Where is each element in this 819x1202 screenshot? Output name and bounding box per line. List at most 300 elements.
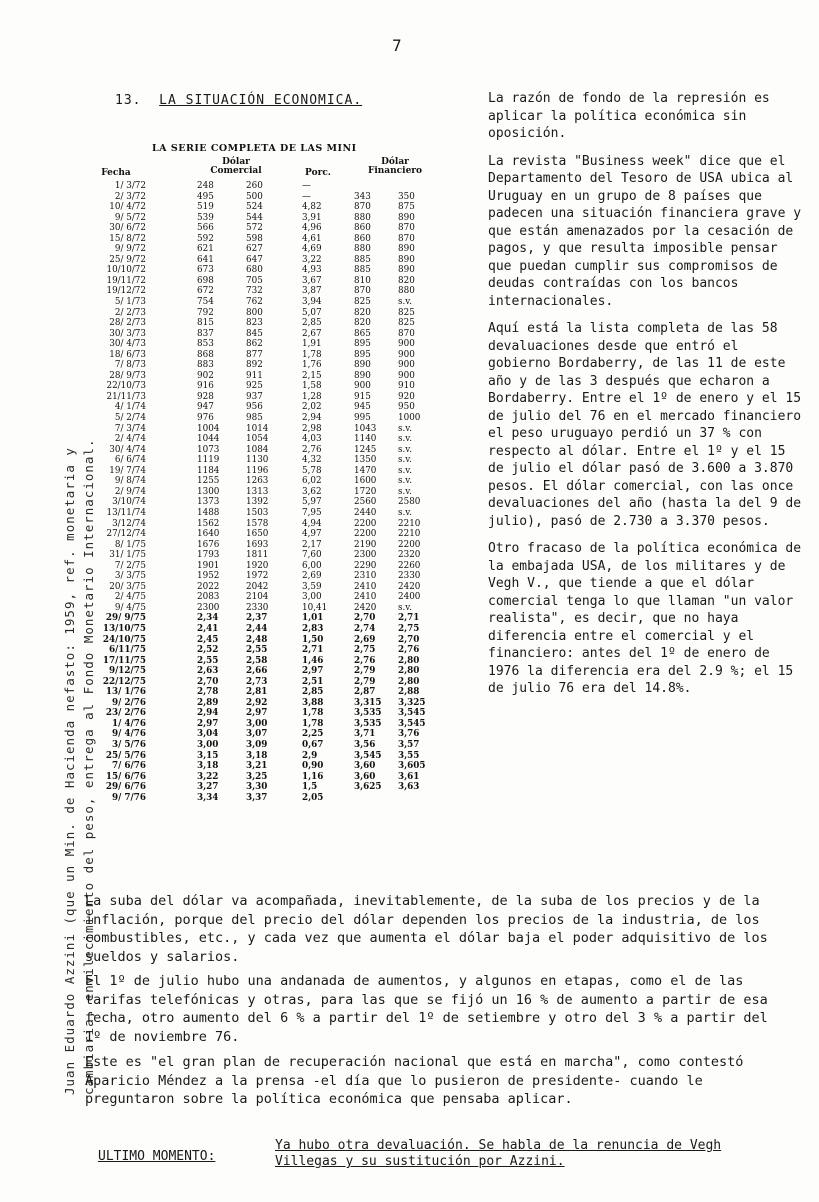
cell-porc: 2,9 — [302, 750, 318, 761]
cell-porc: 5,78 — [302, 465, 322, 476]
cell-financiero-compra: 885 — [354, 254, 371, 265]
cell-porc: 1,58 — [302, 381, 322, 392]
cell-financiero-compra: 3,535 — [354, 718, 382, 729]
side-note-line-2: cambiaria, envilecimiento del peso, entrega al Fondo Monetario Internacional. — [81, 438, 96, 1095]
cell-fecha: 20/ 3/75 — [109, 581, 146, 592]
cell-financiero-venta: 2210 — [398, 518, 421, 529]
cell-comercial-venta: 800 — [246, 307, 263, 318]
cell-financiero-venta: 820 — [398, 275, 415, 286]
cell-porc: 3,67 — [302, 275, 322, 286]
cell-financiero-venta: 2330 — [398, 571, 421, 582]
cell-comercial-venta: 1084 — [246, 444, 269, 455]
cell-financiero-compra: 870 — [354, 202, 371, 213]
cell-financiero-compra: 2200 — [354, 529, 377, 540]
cell-financiero-venta: 870 — [398, 223, 415, 234]
cell-comercial-venta: 598 — [246, 233, 263, 244]
section-heading — [115, 93, 362, 108]
side-note-line-1: Juan Eduardo Azzini (que un Min. de Hacienda nefasto: 1959, ref. monetaria y — [62, 447, 77, 1095]
cell-fecha: 3/ 5/76 — [112, 739, 146, 750]
cell-financiero-venta: 3,545 — [398, 708, 426, 719]
cell-comercial-compra: 2083 — [197, 592, 220, 603]
cell-financiero-compra: 820 — [354, 318, 371, 329]
cell-comercial-venta: 544 — [246, 212, 263, 223]
cell-fecha: 7/ 8/73 — [114, 360, 146, 371]
cell-fecha: 10/ 4/72 — [109, 202, 146, 213]
cell-comercial-compra: 2022 — [197, 581, 220, 592]
cell-porc: 7,60 — [302, 550, 322, 561]
cell-financiero-venta: 3,57 — [398, 739, 420, 750]
cell-comercial-compra: 2,41 — [197, 623, 219, 634]
cell-comercial-venta: 911 — [246, 370, 263, 381]
cell-financiero-venta: 2210 — [398, 529, 421, 540]
cell-financiero-venta: 880 — [398, 286, 415, 297]
cell-fecha: 25/ 5/76 — [105, 750, 146, 761]
cell-comercial-venta: 862 — [246, 339, 263, 350]
cell-porc: 1,78 — [302, 718, 324, 729]
cell-comercial-venta: 1263 — [246, 476, 269, 487]
cell-fecha: 29/ 6/76 — [105, 782, 146, 793]
cell-fecha: 28/ 2/73 — [109, 318, 146, 329]
cell-comercial-venta: 877 — [246, 349, 263, 360]
cell-financiero-compra: 945 — [354, 402, 371, 413]
cell-comercial-compra: 1793 — [197, 550, 220, 561]
cell-financiero-compra: 2,70 — [354, 613, 376, 624]
cell-comercial-compra: 1952 — [197, 571, 220, 582]
cell-porc: 1,16 — [302, 771, 324, 782]
cell-fecha: 21/11/73 — [106, 391, 146, 402]
cell-comercial-compra: 1640 — [197, 529, 220, 540]
cell-porc: 1,01 — [302, 613, 324, 624]
cell-fecha: 9/ 4/75 — [114, 602, 146, 613]
cell-fecha: 19/12/72 — [106, 286, 146, 297]
cell-comercial-venta: 925 — [246, 381, 263, 392]
cell-comercial-venta: 762 — [246, 297, 263, 308]
cell-fecha: 10/10/72 — [106, 265, 146, 276]
cell-porc: — — [302, 181, 311, 191]
cell-porc: 2,94 — [302, 413, 322, 424]
cell-fecha: 2/ 4/75 — [114, 592, 146, 603]
cell-fecha: 2/ 9/74 — [114, 486, 146, 497]
cell-comercial-venta: 647 — [246, 254, 263, 265]
cell-porc: 4,93 — [302, 265, 322, 276]
cell-comercial-compra: 641 — [197, 254, 214, 265]
cell-comercial-venta: 1811 — [246, 550, 269, 561]
cell-comercial-compra: 792 — [197, 307, 214, 318]
cell-financiero-compra: 3,56 — [354, 739, 376, 750]
cell-financiero-compra: 343 — [354, 191, 371, 202]
cell-comercial-venta: 2,37 — [246, 613, 268, 624]
right-paragraph-2: La revista "Business week" dice que el Departamento del Tesoro de USA ubica al Uruguay en un grupo de 8 países que padecen una situación financiera grave y que están amenazados por la cesación de pagos, y que resulta imposible pensar que puedan cumplir sus compromisos de deudas contraídas con los bancos internacionales. — [488, 153, 802, 309]
bottom-paragraph-2 — [85, 972, 785, 1046]
cell-financiero-venta: 2,80 — [398, 676, 420, 687]
cell-financiero-venta: 3,63 — [398, 782, 420, 793]
cell-financiero-venta: 2,75 — [398, 623, 420, 634]
cell-comercial-compra: 2,89 — [197, 697, 219, 708]
cell-financiero-compra: 2300 — [354, 550, 377, 561]
cell-financiero-compra: 3,315 — [354, 697, 382, 708]
cell-fecha: 31/ 1/75 — [109, 550, 146, 561]
cell-porc: 2,51 — [302, 676, 324, 687]
cell-financiero-compra: 2,79 — [354, 666, 376, 677]
cell-comercial-compra: 928 — [197, 391, 214, 402]
cell-financiero-compra: 810 — [354, 275, 371, 286]
cell-porc: 1,78 — [302, 708, 324, 719]
cell-financiero-venta: 3,325 — [398, 697, 426, 708]
cell-financiero-compra: 2,75 — [354, 645, 376, 656]
section-number: 13. — [115, 93, 142, 108]
cell-porc: 5,07 — [302, 307, 322, 318]
cell-porc: 2,83 — [302, 623, 324, 634]
cell-financiero-venta: 875 — [398, 202, 415, 213]
cell-porc: 0,67 — [302, 739, 324, 750]
cell-porc: 2,05 — [302, 792, 324, 803]
cell-comercial-venta: 3,21 — [246, 761, 268, 772]
cell-financiero-compra: 860 — [354, 223, 371, 234]
cell-comercial-compra: 2,94 — [197, 708, 219, 719]
cell-comercial-venta: 3,37 — [246, 792, 268, 803]
cell-porc: 7,95 — [302, 507, 322, 518]
cell-comercial-venta: 2,92 — [246, 697, 268, 708]
cell-comercial-compra: 1073 — [197, 444, 220, 455]
cell-financiero-compra: 2200 — [354, 518, 377, 529]
cell-fecha: 9/ 9/72 — [114, 244, 146, 255]
cell-comercial-venta: 2,66 — [246, 666, 268, 677]
cell-porc: 6,00 — [302, 560, 322, 571]
cell-comercial-compra: 1676 — [197, 539, 220, 550]
cell-financiero-compra: 3,60 — [354, 761, 376, 772]
cell-porc: 4,97 — [302, 529, 322, 540]
cell-comercial-venta: 1920 — [246, 560, 269, 571]
cell-comercial-compra: 1562 — [197, 518, 220, 529]
cell-comercial-venta: 2,81 — [246, 687, 268, 698]
header-porc: Porc. — [305, 168, 331, 178]
cell-financiero-compra: 890 — [354, 370, 371, 381]
cell-financiero-compra: 2,74 — [354, 623, 376, 634]
cell-comercial-venta: 260 — [246, 181, 263, 191]
cell-comercial-compra: 2,70 — [197, 676, 219, 687]
cell-fecha: 9/ 5/72 — [114, 212, 146, 223]
cell-comercial-compra: 2,97 — [197, 718, 219, 729]
cell-fecha: 9/12/75 — [108, 666, 146, 677]
cell-financiero-compra: 2,79 — [354, 676, 376, 687]
cell-financiero-compra: 3,545 — [354, 750, 382, 761]
cell-comercial-venta: 956 — [246, 402, 263, 413]
cell-porc: 5,97 — [302, 497, 322, 508]
cell-financiero-venta: 1000 — [398, 413, 421, 424]
bottom-paragraph-3 — [85, 1053, 785, 1109]
cell-porc: 2,71 — [302, 645, 324, 656]
cell-financiero-venta: 2320 — [398, 550, 421, 561]
cell-comercial-venta: 3,00 — [246, 718, 268, 729]
cell-comercial-compra: 539 — [197, 212, 214, 223]
cell-fecha: 23/ 2/76 — [105, 708, 146, 719]
cell-porc: 3,62 — [302, 486, 322, 497]
cell-financiero-compra: 2560 — [354, 497, 377, 508]
cell-financiero-venta: 2,71 — [398, 613, 420, 624]
cell-porc: 1,46 — [302, 655, 324, 666]
cell-comercial-venta: 2330 — [246, 602, 269, 613]
cell-porc: 2,17 — [302, 539, 322, 550]
cell-fecha: 27/12/74 — [106, 529, 146, 540]
cell-comercial-compra: 2,55 — [197, 655, 219, 666]
cell-fecha: 25/ 9/72 — [109, 254, 146, 265]
cell-porc: 4,96 — [302, 223, 322, 234]
cell-comercial-venta: 1196 — [246, 465, 269, 476]
cell-comercial-compra: 2300 — [197, 602, 220, 613]
cell-comercial-compra: 883 — [197, 360, 214, 371]
cell-financiero-compra: 895 — [354, 349, 371, 360]
cell-financiero-venta: 920 — [398, 391, 415, 402]
cell-fecha: 29/ 9/75 — [105, 613, 146, 624]
cell-comercial-venta: 3,30 — [246, 782, 268, 793]
cell-fecha: 22/12/75 — [102, 676, 146, 687]
cell-porc: 2,67 — [302, 328, 322, 339]
cell-comercial-compra: 3,18 — [197, 761, 219, 772]
cell-comercial-compra: 673 — [197, 265, 214, 276]
cell-comercial-venta: 1014 — [246, 423, 269, 434]
cell-financiero-venta: 2580 — [398, 497, 421, 508]
cell-comercial-venta: 2,97 — [246, 708, 268, 719]
cell-comercial-venta: 2042 — [246, 581, 269, 592]
ultimo-momento-text: Ya hubo otra devaluación. Se habla de la renuncia de Vegh Villegas y su sustitución por Azzini. — [275, 1138, 722, 1169]
cell-comercial-compra: 495 — [197, 191, 214, 202]
cell-comercial-compra: 592 — [197, 233, 214, 244]
bottom-text-1: La suba del dólar va acompañada, inevitablemente, de la suba de los precios y de la inflación, porque del precio del dólar dependen los precios de la industria, de los combustibles, etc., y cada vez que aumenta el dólar baja el poder adquisitivo de los sueldos y salarios. — [85, 893, 768, 965]
cell-comercial-compra: 815 — [197, 318, 214, 329]
cell-comercial-compra: 1488 — [197, 507, 220, 518]
cell-fecha: 2/ 2/73 — [114, 307, 146, 318]
cell-comercial-venta: 1392 — [246, 497, 269, 508]
cell-financiero-compra: 1470 — [354, 465, 377, 476]
cell-comercial-venta: 1313 — [246, 486, 269, 497]
cell-comercial-venta: 1693 — [246, 539, 269, 550]
cell-porc: 10,41 — [302, 602, 328, 613]
cell-porc: 2,98 — [302, 423, 322, 434]
cell-comercial-venta: 1130 — [246, 455, 269, 466]
cell-fecha: 13/11/74 — [106, 507, 146, 518]
cell-comercial-venta: 680 — [246, 265, 263, 276]
right-column — [488, 90, 808, 708]
cell-porc: 4,03 — [302, 434, 322, 445]
cell-porc: 2,15 — [302, 370, 322, 381]
cell-financiero-venta: 950 — [398, 402, 415, 413]
cell-porc: 2,69 — [302, 571, 322, 582]
cell-porc: 2,85 — [302, 318, 322, 329]
cell-financiero-venta: s.v. — [398, 602, 413, 613]
cell-financiero-venta: 2,88 — [398, 687, 420, 698]
cell-fecha: 3/12/74 — [112, 518, 146, 529]
cell-financiero-compra: 890 — [354, 360, 371, 371]
cell-financiero-venta: 900 — [398, 349, 415, 360]
cell-porc: — — [302, 191, 311, 202]
cell-fecha: 22/10/73 — [106, 381, 146, 392]
cell-fecha: 30/ 4/74 — [109, 444, 146, 455]
cell-comercial-compra: 519 — [197, 202, 214, 213]
cell-porc: 1,78 — [302, 349, 322, 360]
cell-financiero-compra: 2290 — [354, 560, 377, 571]
cell-comercial-compra: 621 — [197, 244, 214, 255]
cell-comercial-compra: 754 — [197, 297, 214, 308]
bottom-text-3: Este es "el gran plan de recuperación nacional que está en marcha", como contestó Aparicio Méndez a la prensa -el día que lo pusieron de presidente- cuando le preguntaron sobre la política económica que pensaba aplicar. — [85, 1054, 744, 1107]
cell-financiero-venta: 890 — [398, 265, 415, 276]
cell-comercial-compra: 248 — [197, 181, 214, 191]
cell-comercial-compra: 868 — [197, 349, 214, 360]
cell-comercial-compra: 947 — [197, 402, 214, 413]
cell-financiero-venta: 3,76 — [398, 729, 420, 740]
cell-porc: 2,85 — [302, 687, 324, 698]
cell-porc: 3,94 — [302, 297, 322, 308]
cell-financiero-venta: 3,55 — [398, 750, 420, 761]
cell-comercial-compra: 837 — [197, 328, 214, 339]
cell-financiero-venta: s.v. — [398, 465, 413, 476]
cell-comercial-compra: 1184 — [197, 465, 220, 476]
cell-financiero-venta: 2420 — [398, 581, 421, 592]
ultimo-momento-label: ULTIMO MOMENTO: — [98, 1149, 216, 1164]
cell-comercial-compra: 2,45 — [197, 634, 219, 645]
cell-financiero-venta: 2,80 — [398, 666, 420, 677]
cell-porc: 2,97 — [302, 666, 324, 677]
cell-comercial-compra: 2,78 — [197, 687, 219, 698]
cell-fecha: 17/11/75 — [102, 655, 146, 666]
cell-fecha: 7/ 3/74 — [114, 423, 146, 434]
cell-comercial-compra: 916 — [197, 381, 214, 392]
cell-comercial-compra: 1255 — [197, 476, 220, 487]
section-title: LA SITUACIÓN ECONOMICA. — [159, 93, 363, 108]
cell-porc: 3,91 — [302, 212, 322, 223]
cell-fecha: 9/ 7/76 — [112, 792, 146, 803]
cell-fecha: 9/ 8/74 — [114, 476, 146, 487]
cell-fecha: 5/ 1/73 — [114, 297, 146, 308]
cell-fecha: 9/ 4/76 — [112, 729, 146, 740]
cell-fecha: 6/11/75 — [108, 645, 146, 656]
cell-comercial-venta: 705 — [246, 275, 263, 286]
cell-comercial-compra: 566 — [197, 223, 214, 234]
cell-financiero-compra: 2,87 — [354, 687, 376, 698]
cell-comercial-venta: 732 — [246, 286, 263, 297]
cell-financiero-venta: 890 — [398, 212, 415, 223]
bottom-text-2: El 1º de julio hubo una andanada de aumentos, y algunos en etapas, como el de las tarifas telefónicas y otras, para las que se fijó un 16 % de aumento a partir de esa fecha, otro aumento del 6 % a partir del 1º de setiembre y otro del 3 % a partir del 1º de noviembre 76. — [85, 973, 768, 1045]
cell-financiero-venta: s.v. — [398, 486, 413, 497]
page-number: 7 — [392, 36, 402, 55]
cell-porc: 2,76 — [302, 444, 322, 455]
cell-financiero-venta: s.v. — [398, 507, 413, 518]
cell-comercial-compra: 1373 — [197, 497, 220, 508]
table-title: LA SERIE COMPLETA DE LAS MINI — [152, 143, 357, 154]
cell-porc: 3,87 — [302, 286, 322, 297]
cell-fecha: 5/ 2/74 — [114, 413, 146, 424]
cell-porc: 4,82 — [302, 202, 322, 213]
cell-comercial-venta: 2,58 — [246, 655, 268, 666]
cell-fecha: 2/ 3/72 — [114, 191, 146, 202]
cell-comercial-venta: 892 — [246, 360, 263, 371]
cell-financiero-compra: 2410 — [354, 592, 377, 603]
cell-comercial-compra: 1300 — [197, 486, 220, 497]
header-fecha: Fecha — [101, 168, 131, 178]
cell-porc: 0,90 — [302, 761, 324, 772]
cell-financiero-venta: 890 — [398, 244, 415, 255]
cell-financiero-venta: 900 — [398, 360, 415, 371]
cell-porc: 1,50 — [302, 634, 324, 645]
cell-financiero-venta: 350 — [398, 191, 415, 202]
cell-fecha: 7/ 2/75 — [114, 560, 146, 571]
cell-comercial-venta: 2104 — [246, 592, 269, 603]
cell-comercial-venta: 823 — [246, 318, 263, 329]
cell-porc: 4,32 — [302, 455, 322, 466]
cell-comercial-venta: 2,44 — [246, 623, 268, 634]
cell-porc: 1,76 — [302, 360, 322, 371]
cell-fecha: 30/ 4/73 — [109, 339, 146, 350]
cell-comercial-venta: 845 — [246, 328, 263, 339]
cell-financiero-venta: 825 — [398, 307, 415, 318]
cell-financiero-venta: s.v. — [398, 444, 413, 455]
cell-financiero-compra: 900 — [354, 381, 371, 392]
cell-comercial-compra: 3,04 — [197, 729, 219, 740]
cell-comercial-venta: 1503 — [246, 507, 269, 518]
cell-fecha: 1/ 4/76 — [112, 718, 146, 729]
cell-porc: 3,22 — [302, 254, 322, 265]
cell-financiero-venta: 900 — [398, 339, 415, 350]
cell-fecha: 30/ 3/73 — [109, 328, 146, 339]
cell-comercial-venta: 3,25 — [246, 771, 268, 782]
cell-financiero-venta: s.v. — [398, 423, 413, 434]
cell-comercial-compra: 902 — [197, 370, 214, 381]
cell-porc: 2,02 — [302, 402, 322, 413]
cell-fecha: 13/ 1/76 — [105, 687, 146, 698]
cell-financiero-compra: 880 — [354, 212, 371, 223]
cell-comercial-venta: 2,73 — [246, 676, 268, 687]
cell-financiero-venta: 3,61 — [398, 771, 420, 782]
cell-comercial-compra: 3,15 — [197, 750, 219, 761]
cell-comercial-compra: 3,34 — [197, 792, 219, 803]
bottom-paragraph-1 — [85, 892, 785, 966]
cell-comercial-compra: 1901 — [197, 560, 220, 571]
cell-porc: 6,02 — [302, 476, 322, 487]
cell-fecha: 18/ 6/73 — [109, 349, 146, 360]
cell-porc: 3,88 — [302, 697, 324, 708]
cell-financiero-venta: 900 — [398, 370, 415, 381]
cell-financiero-venta: 2200 — [398, 539, 421, 550]
cell-comercial-compra: 2,63 — [197, 666, 219, 677]
cell-fecha: 30/ 6/72 — [109, 223, 146, 234]
cell-financiero-venta: 2,76 — [398, 645, 420, 656]
cell-porc: 4,94 — [302, 518, 322, 529]
cell-porc: 3,00 — [302, 592, 322, 603]
cell-financiero-compra: 895 — [354, 339, 371, 350]
cell-comercial-compra: 3,22 — [197, 771, 219, 782]
cell-porc: 4,61 — [302, 233, 322, 244]
cell-comercial-venta: 500 — [246, 191, 263, 202]
cell-financiero-venta: s.v. — [398, 476, 413, 487]
cell-porc: 4,69 — [302, 244, 322, 255]
cell-financiero-compra: 2310 — [354, 571, 377, 582]
cell-comercial-compra: 2,34 — [197, 613, 219, 624]
cell-comercial-venta: 627 — [246, 244, 263, 255]
cell-fecha: 15/ 6/76 — [105, 771, 146, 782]
cell-fecha: 19/ 7/74 — [109, 465, 146, 476]
cell-comercial-venta: 3,18 — [246, 750, 268, 761]
cell-comercial-venta: 2,48 — [246, 634, 268, 645]
cell-comercial-compra: 3,00 — [197, 739, 219, 750]
cell-financiero-compra: 2,69 — [354, 634, 376, 645]
cell-fecha: 24/10/75 — [102, 634, 146, 645]
cell-financiero-compra: 3,625 — [354, 782, 382, 793]
cell-financiero-compra: 865 — [354, 328, 371, 339]
cell-financiero-compra: 2190 — [354, 539, 377, 550]
cell-financiero-venta: 2260 — [398, 560, 421, 571]
cell-comercial-venta: 937 — [246, 391, 263, 402]
cell-financiero-compra: 2410 — [354, 581, 377, 592]
cell-porc: 1,28 — [302, 391, 322, 402]
